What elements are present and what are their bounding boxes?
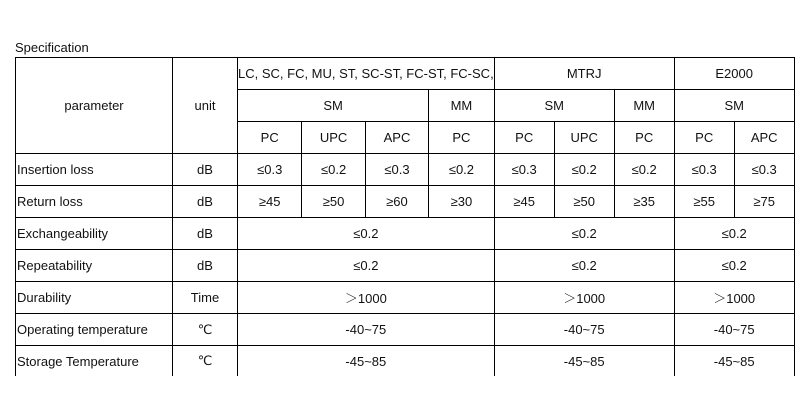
value-cell: ≤0.3 — [494, 154, 554, 186]
value-cell: ≤0.2 — [429, 154, 495, 186]
header-mode: MM — [614, 90, 674, 122]
value-cell: ＞1000 — [674, 282, 794, 314]
header-mode: SM — [674, 90, 794, 122]
value-cell: ≥45 — [494, 186, 554, 218]
value-cell: -45~85 — [674, 346, 794, 377]
header-mode: MM — [429, 90, 495, 122]
header-polish: PC — [238, 122, 302, 154]
table-row-return-loss — [16, 186, 795, 218]
header-row-groups — [16, 58, 795, 90]
header-polish: PC — [614, 122, 674, 154]
value-cell: -40~75 — [238, 314, 495, 346]
value-cell: ≤0.2 — [674, 218, 794, 250]
specification-table — [15, 57, 795, 376]
row-unit: ℃ — [173, 314, 238, 346]
row-label: Operating temperature — [16, 314, 173, 346]
value-cell: -40~75 — [674, 314, 794, 346]
value-cell: ≤0.2 — [554, 154, 614, 186]
value-cell: ≤0.2 — [302, 154, 365, 186]
row-unit: ℃ — [173, 346, 238, 377]
value-cell: ≤0.3 — [238, 154, 302, 186]
header-unit: unit — [173, 58, 238, 154]
value-cell: ≥35 — [614, 186, 674, 218]
value-cell: ≥50 — [554, 186, 614, 218]
header-group-standard: LC, SC, FC, MU, ST, SC-ST, FC-ST, FC-SC, — [238, 58, 495, 90]
header-group-e2000: E2000 — [674, 58, 794, 90]
table-caption: Specification — [15, 40, 89, 55]
row-label: Repeatability — [16, 250, 173, 282]
row-label: Return loss — [16, 186, 173, 218]
row-label: Exchangeability — [16, 218, 173, 250]
value-cell: ≤0.3 — [734, 154, 794, 186]
value-cell: ≥45 — [238, 186, 302, 218]
header-mode: SM — [238, 90, 429, 122]
row-unit: dB — [173, 154, 238, 186]
value-cell: ≥55 — [674, 186, 734, 218]
header-parameter: parameter — [16, 58, 173, 154]
table-row-exchangeability — [16, 218, 795, 250]
row-unit: dB — [173, 250, 238, 282]
value-cell: ≤0.2 — [238, 250, 495, 282]
header-polish: PC — [429, 122, 495, 154]
value-cell: ≤0.2 — [494, 250, 674, 282]
table-row-insertion-loss — [16, 154, 795, 186]
header-polish: UPC — [302, 122, 365, 154]
value-cell: ≥30 — [429, 186, 495, 218]
header-polish: APC — [734, 122, 794, 154]
table-row-operating-temperature — [16, 314, 795, 346]
table-row-repeatability — [16, 250, 795, 282]
table-row-durability — [16, 282, 795, 314]
value-cell: -45~85 — [494, 346, 674, 377]
value-cell: ≤0.3 — [365, 154, 428, 186]
row-label: Insertion loss — [16, 154, 173, 186]
row-label: Durability — [16, 282, 173, 314]
header-polish: APC — [365, 122, 428, 154]
value-cell: ＞1000 — [238, 282, 495, 314]
header-mode: SM — [494, 90, 614, 122]
value-cell: ≤0.2 — [674, 250, 794, 282]
row-label: Storage Temperature — [16, 346, 173, 377]
value-cell: ≤0.3 — [674, 154, 734, 186]
value-cell: ≥75 — [734, 186, 794, 218]
row-unit: dB — [173, 218, 238, 250]
value-cell: ≥50 — [302, 186, 365, 218]
value-cell: -45~85 — [238, 346, 495, 377]
value-cell: -40~75 — [494, 314, 674, 346]
row-unit: dB — [173, 186, 238, 218]
value-cell: ≤0.2 — [238, 218, 495, 250]
header-polish: UPC — [554, 122, 614, 154]
header-polish: PC — [494, 122, 554, 154]
row-unit: Time — [173, 282, 238, 314]
header-polish: PC — [674, 122, 734, 154]
value-cell: ≤0.2 — [614, 154, 674, 186]
value-cell: ＞1000 — [494, 282, 674, 314]
value-cell: ≥60 — [365, 186, 428, 218]
table-row-storage-temperature — [16, 346, 795, 377]
header-group-mtrj: MTRJ — [494, 58, 674, 90]
value-cell: ≤0.2 — [494, 218, 674, 250]
